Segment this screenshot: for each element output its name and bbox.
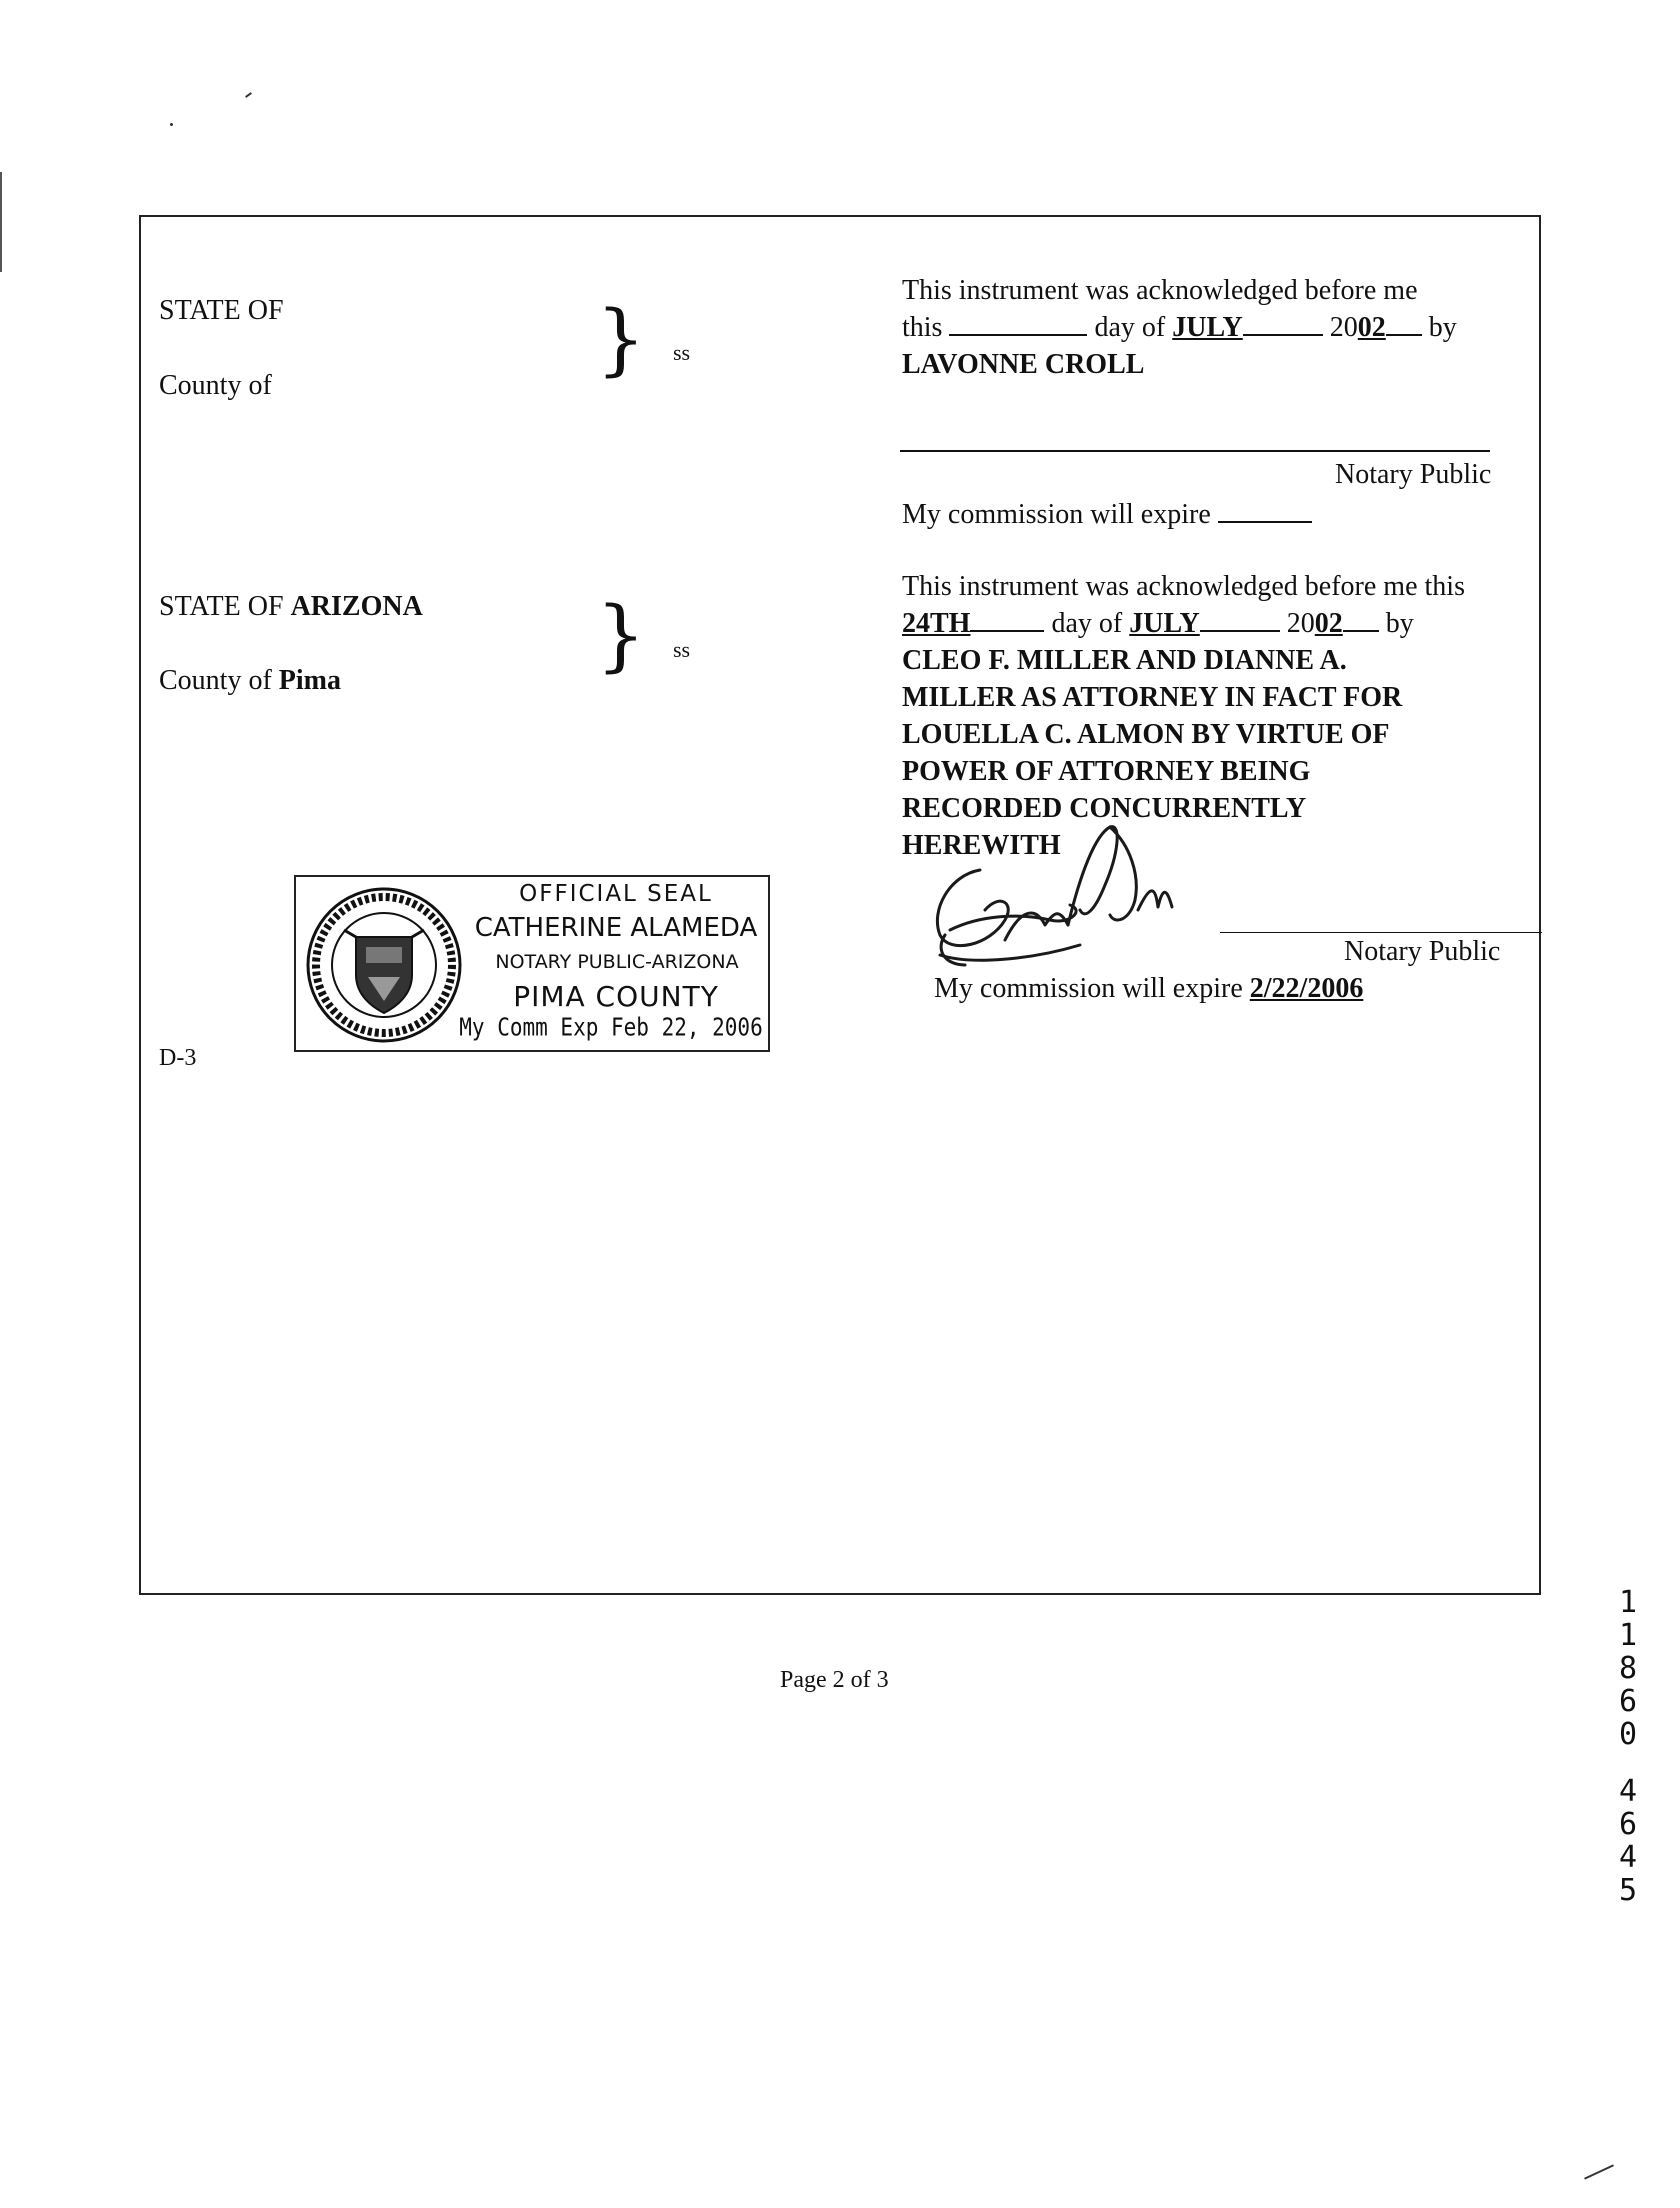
year-blank-2 bbox=[1343, 606, 1379, 632]
year-blank-1 bbox=[1386, 310, 1422, 336]
month-blank-1 bbox=[1243, 310, 1323, 336]
seal-name: CATHERINE ALAMEDA bbox=[474, 913, 758, 943]
county-value-2: Pima bbox=[278, 665, 341, 696]
commission-label-1: My commission will expire bbox=[902, 499, 1211, 530]
notary-signature bbox=[910, 815, 1240, 985]
ack-line2-2 bbox=[902, 605, 1414, 642]
form-id: D-3 bbox=[159, 1045, 197, 1071]
notary-public-2: Notary Public bbox=[1344, 936, 1501, 967]
commission-label-2: My commission will expire bbox=[934, 973, 1243, 1004]
county-label-2-text: County of bbox=[159, 665, 272, 696]
county-label-1: County of bbox=[159, 370, 272, 401]
arizona-seal-icon bbox=[304, 885, 464, 1045]
state-label-2 bbox=[159, 588, 423, 625]
ack-month-2: JULY bbox=[1129, 608, 1200, 639]
ack-line1-2: This instrument was acknowledged before me this bbox=[902, 571, 1465, 602]
commission-date-2: 2/22/2006 bbox=[1249, 973, 1364, 1004]
signer-line-2-5: HEREWITH bbox=[902, 830, 1061, 861]
signature-line-1 bbox=[900, 450, 1490, 452]
ack-by-2: by bbox=[1385, 608, 1414, 639]
bates-digit: 1 bbox=[1618, 1585, 1638, 1620]
ack-by-1: by bbox=[1428, 312, 1457, 343]
commission-2 bbox=[934, 970, 1363, 1007]
ack-day-of-2: day of bbox=[1051, 608, 1123, 639]
bates-digit: 0 bbox=[1618, 1717, 1638, 1752]
page-number: Page 2 of 3 bbox=[780, 1667, 889, 1693]
ack-day-2: 24TH bbox=[902, 608, 971, 639]
brace-1: } bbox=[596, 295, 646, 385]
state-label-2-text: STATE OF bbox=[159, 591, 284, 622]
seal-title: OFFICIAL SEAL bbox=[519, 881, 713, 907]
notary-stamp bbox=[294, 875, 770, 1052]
ack-this: this bbox=[902, 312, 943, 343]
bates-number bbox=[1613, 1586, 1643, 1907]
bates-digit: 6 bbox=[1618, 1684, 1638, 1719]
ack-month-1: JULY bbox=[1172, 312, 1243, 343]
signer-line-2-3: POWER OF ATTORNEY BEING bbox=[902, 756, 1311, 787]
ack-year-suffix-1: 02 bbox=[1357, 312, 1386, 343]
signer-line-2-1: MILLER AS ATTORNEY IN FACT FOR bbox=[902, 682, 1403, 713]
bates-digit: 4 bbox=[1618, 1840, 1638, 1875]
bates-digit: 6 bbox=[1618, 1807, 1638, 1842]
ack-year-suffix-2: 02 bbox=[1314, 608, 1343, 639]
bates-digit: 4 bbox=[1618, 1774, 1638, 1809]
seal-county: PIMA COUNTY bbox=[513, 980, 719, 1013]
scan-mark bbox=[170, 123, 173, 126]
brace-2: } bbox=[596, 591, 646, 681]
ack-year-prefix-1: 20 bbox=[1329, 312, 1358, 343]
ack-day-of-1: day of bbox=[1094, 312, 1166, 343]
ack-line1-1: This instrument was acknowledged before me bbox=[902, 275, 1418, 306]
signer-line-2-0: CLEO F. MILLER AND DIANNE A. bbox=[902, 645, 1347, 676]
scan-mark bbox=[0, 172, 2, 272]
ss-label-1: ss bbox=[673, 340, 691, 365]
county-label-2 bbox=[159, 662, 341, 699]
scan-mark bbox=[1584, 2164, 1614, 2179]
signer-line-2-4: RECORDED CONCURRENTLY bbox=[902, 793, 1307, 824]
bates-digit: 5 bbox=[1618, 1873, 1638, 1908]
ack-line2-1 bbox=[902, 309, 1457, 346]
seal-expiry: My Comm Exp Feb 22, 2006 bbox=[459, 1012, 763, 1042]
ss-label-2: ss bbox=[673, 637, 691, 662]
commission-blank-1 bbox=[1218, 497, 1312, 523]
month-blank-2 bbox=[1200, 606, 1280, 632]
state-label-1: STATE OF bbox=[159, 295, 284, 326]
ack-year-prefix-2: 20 bbox=[1286, 608, 1315, 639]
bates-gap bbox=[1613, 1751, 1643, 1775]
signer-line-2-2: LOUELLA C. ALMON BY VIRTUE OF bbox=[902, 719, 1390, 750]
scan-mark bbox=[245, 92, 252, 98]
bates-digit: 8 bbox=[1618, 1651, 1638, 1686]
notary-public-1: Notary Public bbox=[1335, 459, 1492, 490]
state-value-2: ARIZONA bbox=[290, 591, 423, 622]
day-blank-1 bbox=[949, 310, 1087, 336]
seal-role: NOTARY PUBLIC-ARIZONA bbox=[495, 951, 739, 973]
bates-digit: 1 bbox=[1618, 1618, 1638, 1653]
day-blank-2 bbox=[970, 606, 1044, 632]
signer-1: LAVONNE CROLL bbox=[902, 349, 1145, 380]
commission-1 bbox=[902, 496, 1312, 533]
